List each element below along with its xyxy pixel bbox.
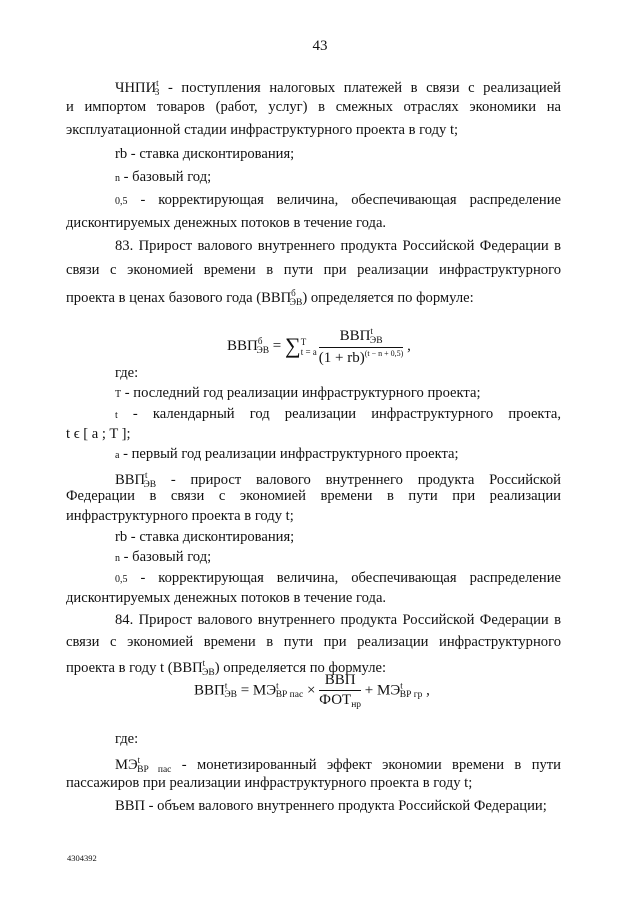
symbol: ВВП — [339, 328, 371, 344]
superscript: t — [145, 470, 148, 480]
text-line — [115, 405, 561, 425]
subscript: ВР пас — [275, 690, 304, 701]
formula-comma: , — [403, 337, 411, 354]
line-text: - календарный год реализации инфраструктурного проекта, — [117, 406, 561, 422]
line-text: - поступления налоговых платежей в связи с реализацией — [159, 80, 561, 96]
line-text: - первый год реализации инфраструктурного проекта; — [119, 446, 459, 462]
formula-gdp-base-year — [227, 326, 411, 367]
text-line: дисконтируемых денежных потоков в течение года. — [66, 590, 387, 606]
symbol: 0,5 — [115, 574, 128, 585]
symbol: ВВП — [172, 660, 203, 676]
document-code: 4304392 — [67, 853, 97, 863]
line-text: - базовый год; — [120, 169, 212, 185]
exponent: (t − n + 0,5) — [364, 349, 404, 358]
text-line: и импортом товаров (работ, услуг) в смежных отраслях экономики на — [66, 99, 561, 115]
fraction-denominator — [319, 691, 361, 710]
equals-sign: = — [269, 337, 286, 354]
formula-comma: , — [422, 682, 430, 699]
symbol: 0,5 — [115, 196, 128, 207]
text-line: 83. Прирост валового внутреннего продукта Российской Федерации в — [115, 238, 561, 254]
symbol: ВВП — [261, 290, 292, 306]
superscript: б — [291, 288, 296, 298]
sum-lower-limit: t = a — [300, 346, 317, 357]
symbol: T — [115, 389, 122, 400]
formula-term: + МЭ — [361, 682, 401, 699]
subscript: ЭВ — [369, 336, 383, 346]
text-line: дисконтируемых денежных потоков в течение года. — [66, 215, 387, 231]
formula-term: = МЭ — [236, 682, 277, 699]
line-text: ) определяется по формуле: — [302, 290, 474, 306]
subscript: ВР пас — [137, 765, 172, 775]
times-sign: × — [303, 682, 320, 699]
text-line: ВВП - объем валового внутреннего продукта Российской Федерации; — [115, 798, 547, 814]
page-number: 43 — [312, 38, 328, 54]
superscript: t — [370, 326, 373, 336]
text-line: rb - ставка дисконтирования; — [115, 146, 295, 162]
text-line — [115, 569, 561, 589]
superscript: б — [257, 335, 263, 346]
subscript: 3 — [154, 88, 160, 98]
text-line: связи с экономией времени в пути при реализации инфраструктурного — [66, 262, 561, 278]
text-line: инфраструктурного проекта в году t; — [66, 508, 294, 524]
text-line: Федерации в связи с экономией времени в пути при реализации — [66, 488, 561, 504]
symbol: a — [115, 450, 120, 461]
superscript: t — [156, 78, 159, 88]
symbol: n — [115, 553, 120, 564]
superscript: t — [224, 680, 228, 691]
formula-lhs: ВВП — [194, 682, 225, 699]
text-line — [66, 284, 474, 312]
fraction — [319, 672, 361, 710]
line-text: - последний год реализации инфраструктурного проекта; — [121, 385, 481, 401]
line-text: ) определяется по формуле: — [214, 660, 387, 676]
text-line: t ϵ [ a ; T ]; — [66, 426, 131, 442]
symbol: t — [115, 410, 118, 421]
symbol: ФОТ — [319, 692, 352, 708]
line-text: - корректирующая величина, обеспечивающая распределение — [127, 570, 561, 586]
subscript: ВР гр — [399, 690, 423, 701]
line-text: проекта в ценах базового года ( — [66, 290, 262, 306]
superscript: t — [400, 680, 403, 691]
subscript: нр — [351, 700, 362, 710]
symbol: ВВП — [115, 472, 146, 488]
symbol: n — [115, 173, 120, 184]
text-line: связи с экономией времени в пути при реализации инфраструктурного — [66, 634, 561, 650]
text-line: пассажиров при реализации инфраструктурного проекта в году t; — [66, 775, 473, 791]
subscript: ЭВ — [256, 345, 270, 356]
fraction — [319, 326, 404, 367]
text-line: rb - ставка дисконтирования; — [115, 529, 295, 545]
superscript: t — [202, 658, 206, 668]
text-line: где: — [115, 365, 139, 381]
superscript: t — [276, 680, 279, 691]
sum-sign: ∑ — [285, 332, 301, 358]
fraction-numerator: ВВП — [319, 672, 361, 691]
subscript: ЭВ — [289, 298, 303, 308]
formula-lhs: ВВП — [227, 337, 258, 354]
text-line: 84. Прирост валового внутреннего продукта Российской Федерации в — [115, 612, 561, 628]
superscript: t — [137, 755, 141, 765]
formula-gdp-year-t — [194, 672, 430, 710]
symbol: ЧНПИ — [115, 80, 157, 96]
line-text: - корректирующая величина, обеспечивающая распределение — [127, 192, 561, 208]
line-text: - прирост валового внутреннего продукта Российской — [156, 472, 561, 488]
text-line — [115, 445, 459, 465]
line-text: проекта в году t ( — [66, 660, 173, 676]
text-line — [115, 548, 211, 568]
text-line — [115, 384, 481, 404]
symbol: МЭ — [115, 757, 138, 773]
fraction-numerator — [319, 326, 404, 348]
subscript: ЭВ — [143, 480, 157, 490]
line-text: - монетизированный эффект экономии времени в пути — [171, 757, 561, 773]
subscript: ЭВ — [224, 690, 237, 701]
text-line — [115, 168, 211, 188]
subscript: ЭВ — [202, 668, 215, 678]
fraction-denominator — [319, 348, 404, 367]
text-line: где: — [115, 731, 139, 747]
text-line — [115, 191, 561, 211]
text-line: эксплуатационной стадии инфраструктурного проекта в году t; — [66, 122, 459, 138]
sum-upper-limit: T — [300, 336, 307, 347]
symbol: (1 + rb) — [318, 350, 365, 366]
line-text: - базовый год; — [120, 549, 212, 565]
